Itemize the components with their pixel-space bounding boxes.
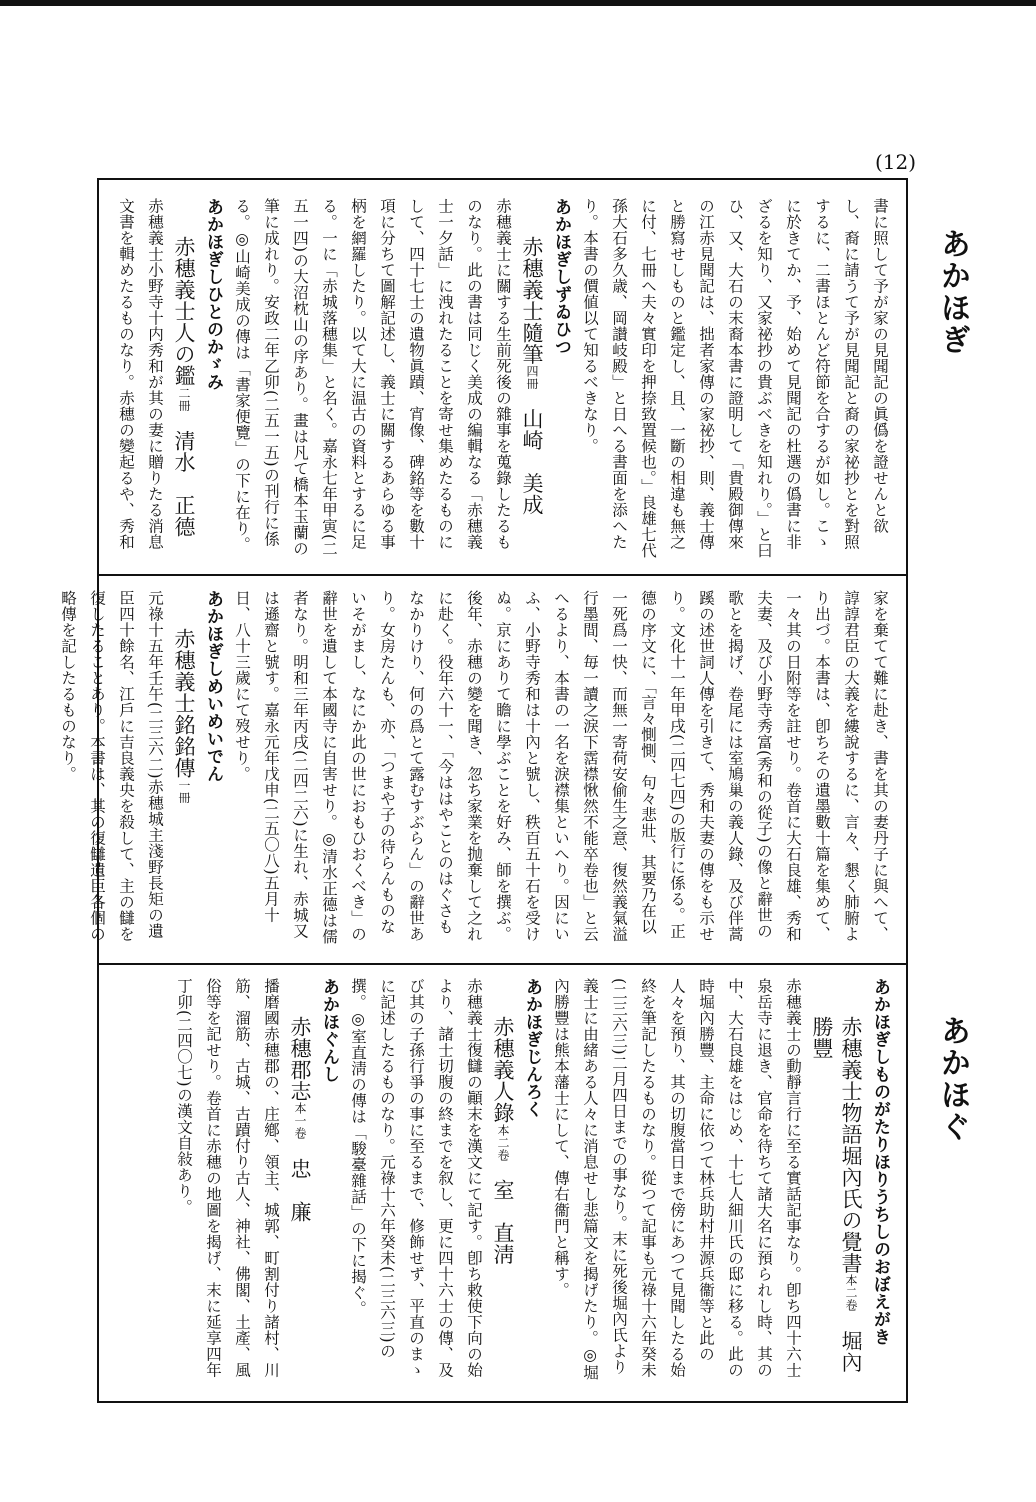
volume-count: 二冊 bbox=[177, 386, 191, 412]
volume-count: 本一卷 bbox=[293, 1102, 307, 1140]
entry-title bbox=[169, 590, 198, 950]
entry-reading: あかほぎしずゐひつ bbox=[551, 198, 571, 356]
section-divider bbox=[97, 963, 908, 965]
volume-count: 本二卷 bbox=[496, 1123, 510, 1161]
entry-text: 赤穗義士小野寺十内秀和が其の妻に贈りたる消息文書を輯めたるものなり。赤穗の變起るや、秀和 bbox=[117, 198, 164, 550]
section-middle bbox=[59, 590, 894, 950]
section-divider bbox=[97, 574, 908, 576]
entry-author: 清水 正德 bbox=[172, 429, 196, 537]
volume-count: 一冊 bbox=[177, 778, 191, 804]
top-border bbox=[0, 0, 1036, 6]
page-number: (12) bbox=[874, 150, 916, 174]
entry-reading: あかほぎしひとのかゞみ bbox=[203, 198, 223, 391]
entry-text: 赤穗義士復讎の顚末を漢文にて記す。卽ち敕使下向の始より、諸士切腹の終までを叙し、更に四十六士の傳、及び其の子孫行爭の事に至るまで、修飾せず、平直のまゝに記述したるものなり。元祿十六年癸未(二三六三)の撰。◎室直淸の傳は「駿臺雜話」の下に揭ぐ。 bbox=[349, 978, 483, 1378]
entry-title bbox=[517, 198, 546, 560]
entry-author: 室 直淸 bbox=[491, 1179, 515, 1265]
running-head-top: あかほぎ bbox=[935, 228, 970, 356]
entry-text: 赤穗義士に關する生前死後の雜事を蒐錄したるものなり。此の書は同じく美成の編輯なる「赤穗義士一夕話」に洩れたることを寄せ集めたるものにして、四十七士の遺物眞蹟、宵像、碑銘等を數十項に分ちて圖解記述し、義士に關するあらゆる事柄を網羅したり。以て大に温古の資料とするに足る。一に「赤城落穗集」と名く。嘉永七年甲寅(二五一四)の大沼枕山の序あり。畫は凡て橋本玉蘭の筆に成れり。安政二年乙卯(二五一五)の刊行に係る。◎山崎美成の傳は「書家便覽」の下に在り。 bbox=[233, 198, 512, 557]
volume-count: 四冊 bbox=[525, 365, 539, 390]
title-text: 赤穗義士人の鑑 bbox=[172, 236, 196, 387]
entry-title bbox=[169, 198, 198, 560]
title-text: 赤穗義士銘銘傳 bbox=[172, 628, 196, 779]
entry-title bbox=[488, 978, 517, 1390]
entry-text: 播磨國赤穗郡の、庄鄕、領主、城郭、町割付り諸村、川筋、溜筋、古城、古蹟付り古人、神社、佛閣、土產、風俗等を記せり。卷首に赤穗の地圖を揭げ、末に延享四年丁卯(二四〇七)の漢文自敍あり。 bbox=[175, 978, 280, 1378]
entry-author: 堀內 勝豐 bbox=[810, 1016, 863, 1394]
entry-reading: あかほぐんし bbox=[319, 978, 339, 1083]
title-text: 赤穗義人錄 bbox=[491, 1016, 515, 1124]
entry-title bbox=[807, 978, 865, 1394]
running-head-bottom: あかほぐ bbox=[935, 1015, 970, 1143]
entry-text: 家を棄てて難に赴き、書を其の妻丹子に與へて、諄諄君臣の大義を縷說するに、言々、懇く肺腑より出づ。本書は、卽ちその遺墨數十篇を集めて、一々其の日附等を註せり。卷首に大石良雄、秀和夫妻、及び小野寺秀富(秀和の從子)の像と辭世の歌とを揭げ、卷尾には室鳩巢の義人錄、及び伴蒿蹊の述世詞人傳を引きて、秀和夫妻の傳をも示せり。文化十一年甲戌(二四七四)の版行に係る。正德の序文に、「言々惻惻、句々悲壯、其要乃在以一死爲一快、而無一寄荷安偷生之意、復然義氣溢行墨間、毎一讀之淚下霑襟愀然不能卒卷也」と云へるより、本書の一名を淚襟集といへり。因にいふ、小野寺秀和は十內と號し、秩百五十石を受けぬ。京にありて瞻に學ぶことを好み、師を撰ぶ。後年、赤穗の變を聞き、忽ち家業を抛棄して之れに赴く。役年六十一、「今ははやことのはぐさもなかりけり、何の爲とて露むすぶらん」の辭世あり。女房たんも、亦、「つまや子の待らんものないそがまし、なにか此の世におもひおくべき」の辭世を遺して本國寺に自害せり。◎清水正德は儒者なり。明和三年丙戌(二四二六)に生れ、赤城又は遜齋と號す。嘉永元年戊申(二五〇八)五月十日、八十三歲にて歿せり。 bbox=[233, 590, 889, 945]
entry-text: 書に照して予が家の見聞記の眞僞を證せんと欲し、裔に請うて予が見聞記と裔の家祕抄とを對照するに、二書ほとんど符節を合するが如し。こゝに於きてか、予、始めて見聞記の杜選の僞書に非ざるを知り、又家祕抄の貴ぶべきを知れり。」と曰ひ、又、大石の末裔本書に證明して「貴殿御傳來の江赤見聞記は、拙者家傳の家祕抄、則、義士傳と勝寫せしものと鑑定し、且、一斷の相違も無之に付、七冊へ夫々實印を押捺致置候也。」良雄七代孫大石多久歳、岡讃岐殿」と日へる書面を添へたり。本書の價値以て知るべきなり。 bbox=[581, 198, 889, 559]
volume-count: 本二卷 bbox=[844, 1274, 858, 1312]
entry-text: 元祿十五年壬午(二三六二)赤穗城主淺野長矩の遺臣四十餘名、江戶に吉良義央を殺して、主の讎を復したることあり。本書は、其の復讎遺臣各個の略傳を記したるものなり。 bbox=[59, 590, 164, 942]
title-text: 赤穗義士隨筆 bbox=[520, 236, 544, 365]
title-text: 赤穗郡志 bbox=[288, 1016, 312, 1102]
entry-author: 山崎 美成 bbox=[520, 408, 544, 516]
entry-reading: あかほぎしめいめいでん bbox=[203, 590, 223, 783]
section-bottom bbox=[112, 978, 894, 1394]
title-text: 赤穗義士物語堀內氏の覺書 bbox=[839, 1016, 863, 1274]
entry-title bbox=[285, 978, 314, 1390]
section-top bbox=[112, 198, 894, 560]
entry-reading: あかほぎじんろく bbox=[522, 978, 542, 1118]
entry-text: 赤穗義士の動靜言行に至る實話記事なり。卽ち四十六士泉岳寺に退き、官命を待ちて諸大名に預られし時、其の中、大石良雄をはじめ、十七人細川氏の邸に移る。此の時堀內勝豐、主命に依つて林兵助村井源兵衞等と此の人々を預り、其の切腹當日まで傍にあつて見聞したる始終を筆記したるものなり。從つて記事も元祿十六年癸未(二三六三)二月四日までの事なり。末に死後堀內氏より義士に由緒ある人々に消息せし悲篇文を揭げたり。◎堀內勝豐は熊本藩士にして、傳右衞門と稱す。 bbox=[552, 978, 802, 1381]
entry-reading: あかほぎしものがたりほりうちしのおぼえがき bbox=[870, 978, 890, 1346]
entry-author: 忠 廉 bbox=[288, 1157, 312, 1222]
